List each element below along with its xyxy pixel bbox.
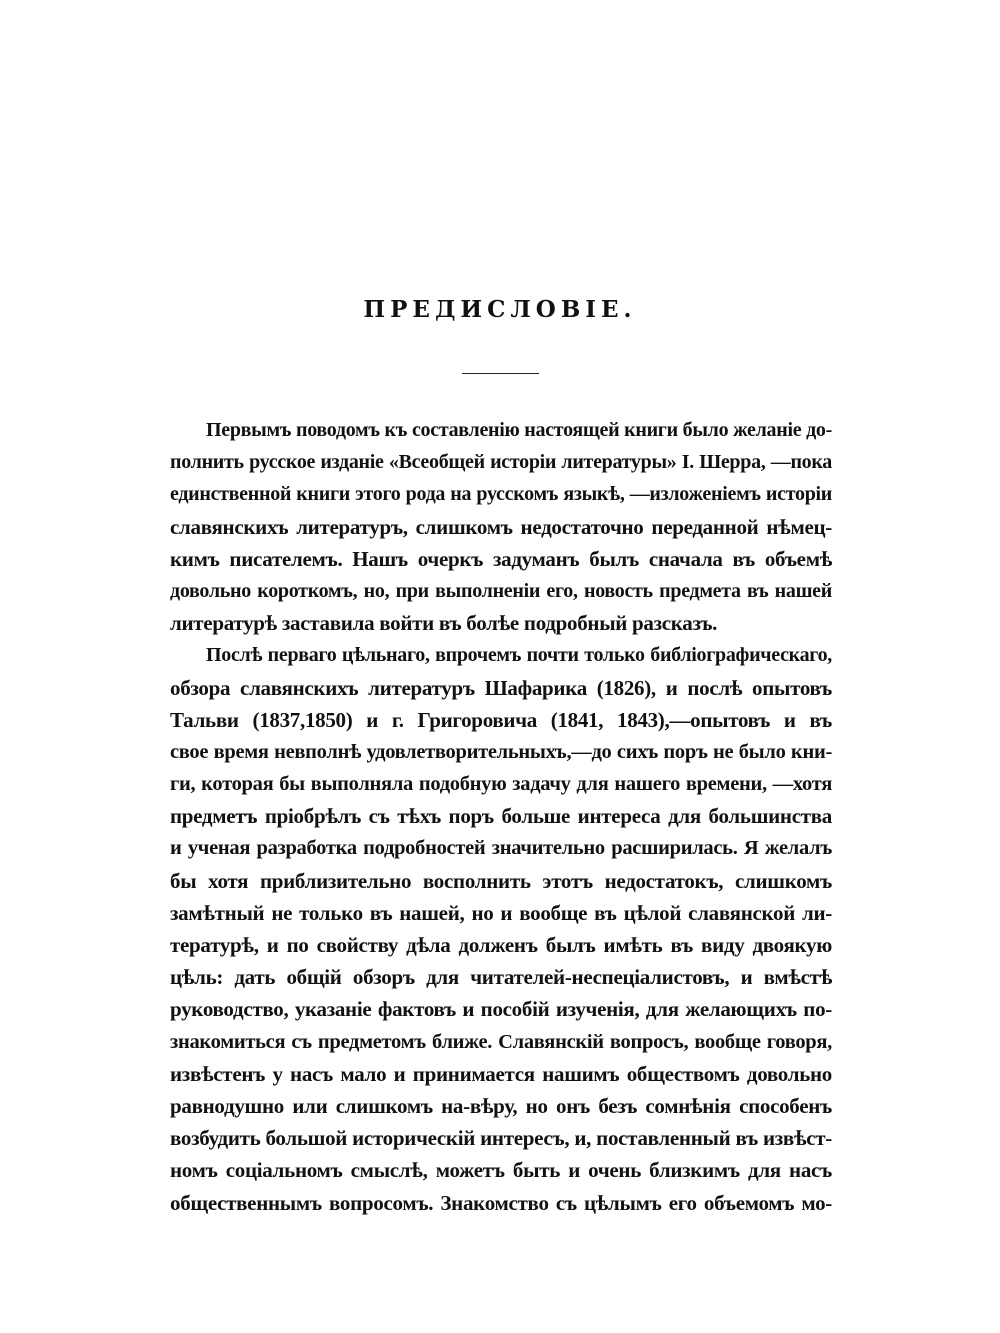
text-line: цѣль: дать общій обзоръ для читателей-неспеціалистовъ, и вмѣстѣ [170,965,832,990]
text-line: свое время невполнѣ удовлетворительныхъ,—до сихъ поръ не было кни- [170,740,832,763]
text-line: Послѣ перваго цѣльнаго, впрочемъ почти только библіографическаго, [206,644,832,667]
text-line: замѣтный не только въ нашей, но и вообще въ цѣлой славянской ли- [170,900,832,925]
text-line: предметъ пріобрѣлъ съ тѣхъ поръ больше интереса для большинства [170,804,832,829]
text-line: извѣстенъ у насъ мало и принимается нашимъ обществомъ довольно [170,1061,832,1086]
text-line: славянскихъ литературъ, слишкомъ недостаточно переданной нѣмец- [170,514,832,539]
text-line: тературѣ, и по свойству дѣла долженъ былъ имѣть въ виду двоякую [170,933,832,957]
text-line: литературѣ заставила войти въ болѣе подробный разсказъ. [170,611,718,636]
text-line: полнить русское изданіе «Всеобщей исторіи литературы» I. Шерра, —пока [170,451,832,474]
text-line: Тальви (1837,1850) и г. Григоровича (1841, 1843),—опытовъ и въ [170,707,832,732]
text-line: общественнымъ вопросомъ. Знакомство съ цѣлымъ его объемомъ мо- [170,1190,832,1215]
text-line: довольно короткомъ, но, при выполненіи его, новость предмета въ нашей [170,579,832,602]
text-line: знакомиться съ предметомъ ближе. Славянскій вопросъ, вообще говоря, [170,1030,832,1053]
text-line: обзора славянскихъ литературъ Шафарика (1826), и послѣ опытовъ [170,675,832,700]
text-line: кимъ писателемъ. Нашъ очеркъ задуманъ былъ сначала въ объемѣ [170,546,832,571]
page-title: ПРЕДИСЛОВІЕ. [363,296,637,323]
text-line: руководство, указаніе фактовъ и пособій изученія, для желающихъ по- [170,997,832,1022]
preface-body [170,414,832,1219]
title-divider [462,373,539,374]
text-line: бы хотя приблизительно восполнить этотъ недостатокъ, слишкомъ [170,868,832,893]
text-line: возбудить большой историческій интересъ, и, поставленный въ извѣст- [170,1126,832,1151]
text-line: и ученая разработка подробностей значительно расширилась. Я желалъ [170,837,832,860]
text-line: единственной книги этого рода на русскомъ языкѣ, —изложеніемъ исторіи [170,483,832,506]
text-line: равнодушно или слишкомъ на-вѣру, но онъ безъ сомнѣнія способенъ [170,1093,832,1118]
text-line: ги, которая бы выполняла подобную задачу для нашего времени, —хотя [170,773,832,796]
text-line: Первымъ поводомъ къ составленію настоящей книги было желаніе до- [206,419,832,441]
text-line: номъ соціальномъ смыслѣ, можетъ быть и очень близкимъ для насъ [170,1158,832,1183]
